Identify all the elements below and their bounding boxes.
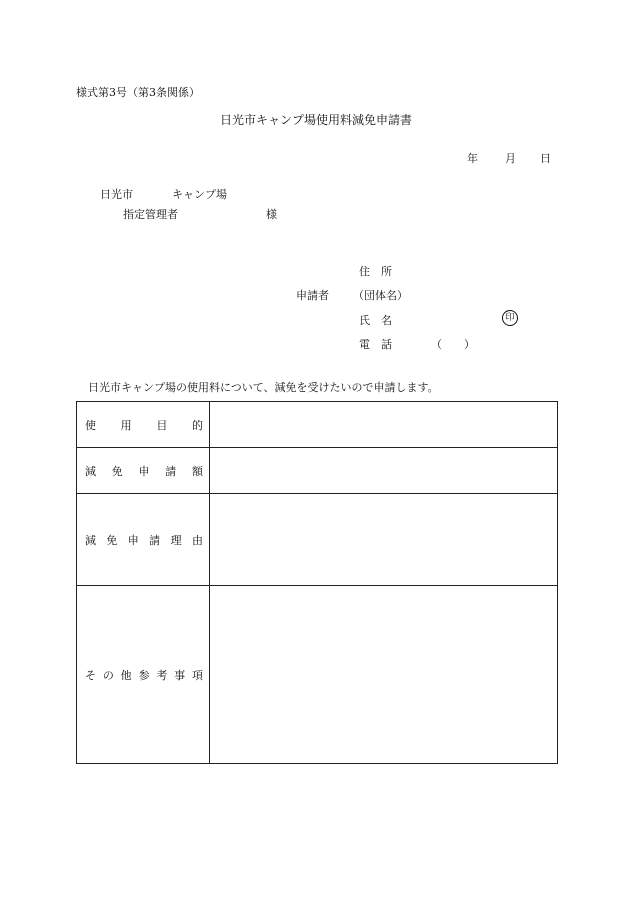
applicant-phone-paren: （ ） [431,338,475,351]
document-title: 日光市キャンプ場使用料減免申請書 [220,113,413,127]
label-char: 由 [191,533,203,547]
label-char: そ [85,668,96,682]
applicant-group-label: （団体名） [353,289,408,302]
label-char: 使 [85,418,96,432]
label-char: 請 [165,464,177,478]
table-row [77,494,558,586]
label-char: 額 [192,464,203,478]
label-char: 免 [106,533,118,547]
application-statement: 日光市キャンプ場の使用料について、減免を受けたいので申請します。 [88,381,439,394]
reason-field[interactable] [210,494,558,586]
label-char: 理 [170,533,182,547]
label-char: 他 [120,668,132,682]
label-char: 減 [85,533,96,547]
label-char: 考 [156,668,168,682]
row-label-reason [77,494,210,586]
table-row [77,586,558,764]
seal-icon: 印 [502,310,518,326]
date-day: 日 [540,152,551,165]
label-char: 用 [120,418,132,432]
addressee-manager: 指定管理者 [123,208,178,221]
applicant-label: 申請者 [296,289,329,302]
applicant-address-label: 住 所 [359,265,392,278]
label-char: 目 [156,418,168,432]
applicant-phone-label: 電 話 [359,338,392,351]
label-char: 請 [149,533,161,547]
label-char: 減 [85,464,96,478]
label-char: 免 [111,464,123,478]
label-char: 事 [174,668,186,682]
label-char: の [102,668,114,682]
addressee-city: 日光市 [100,188,133,201]
table-row [77,448,558,494]
purpose-field[interactable] [210,402,558,448]
application-table [76,401,558,764]
seal-mark [502,310,518,326]
date-month: 月 [505,152,516,165]
label-char: 参 [138,668,150,682]
label-char: 申 [127,533,139,547]
form-number: 様式第3号（第3条関係） [76,86,200,99]
label-char: 項 [191,668,203,682]
date-year: 年 [467,152,478,165]
table-row [77,402,558,448]
row-label-amount [77,448,210,494]
row-label-other [77,586,210,764]
addressee-honorific: 様 [266,208,277,221]
label-char: 申 [138,464,150,478]
applicant-name-label: 氏 名 [359,314,392,327]
label-char: 的 [191,418,203,432]
amount-field[interactable] [210,448,558,494]
row-label-purpose [77,402,210,448]
addressee-facility: キャンプ場 [172,188,227,201]
other-notes-field[interactable] [210,586,558,764]
